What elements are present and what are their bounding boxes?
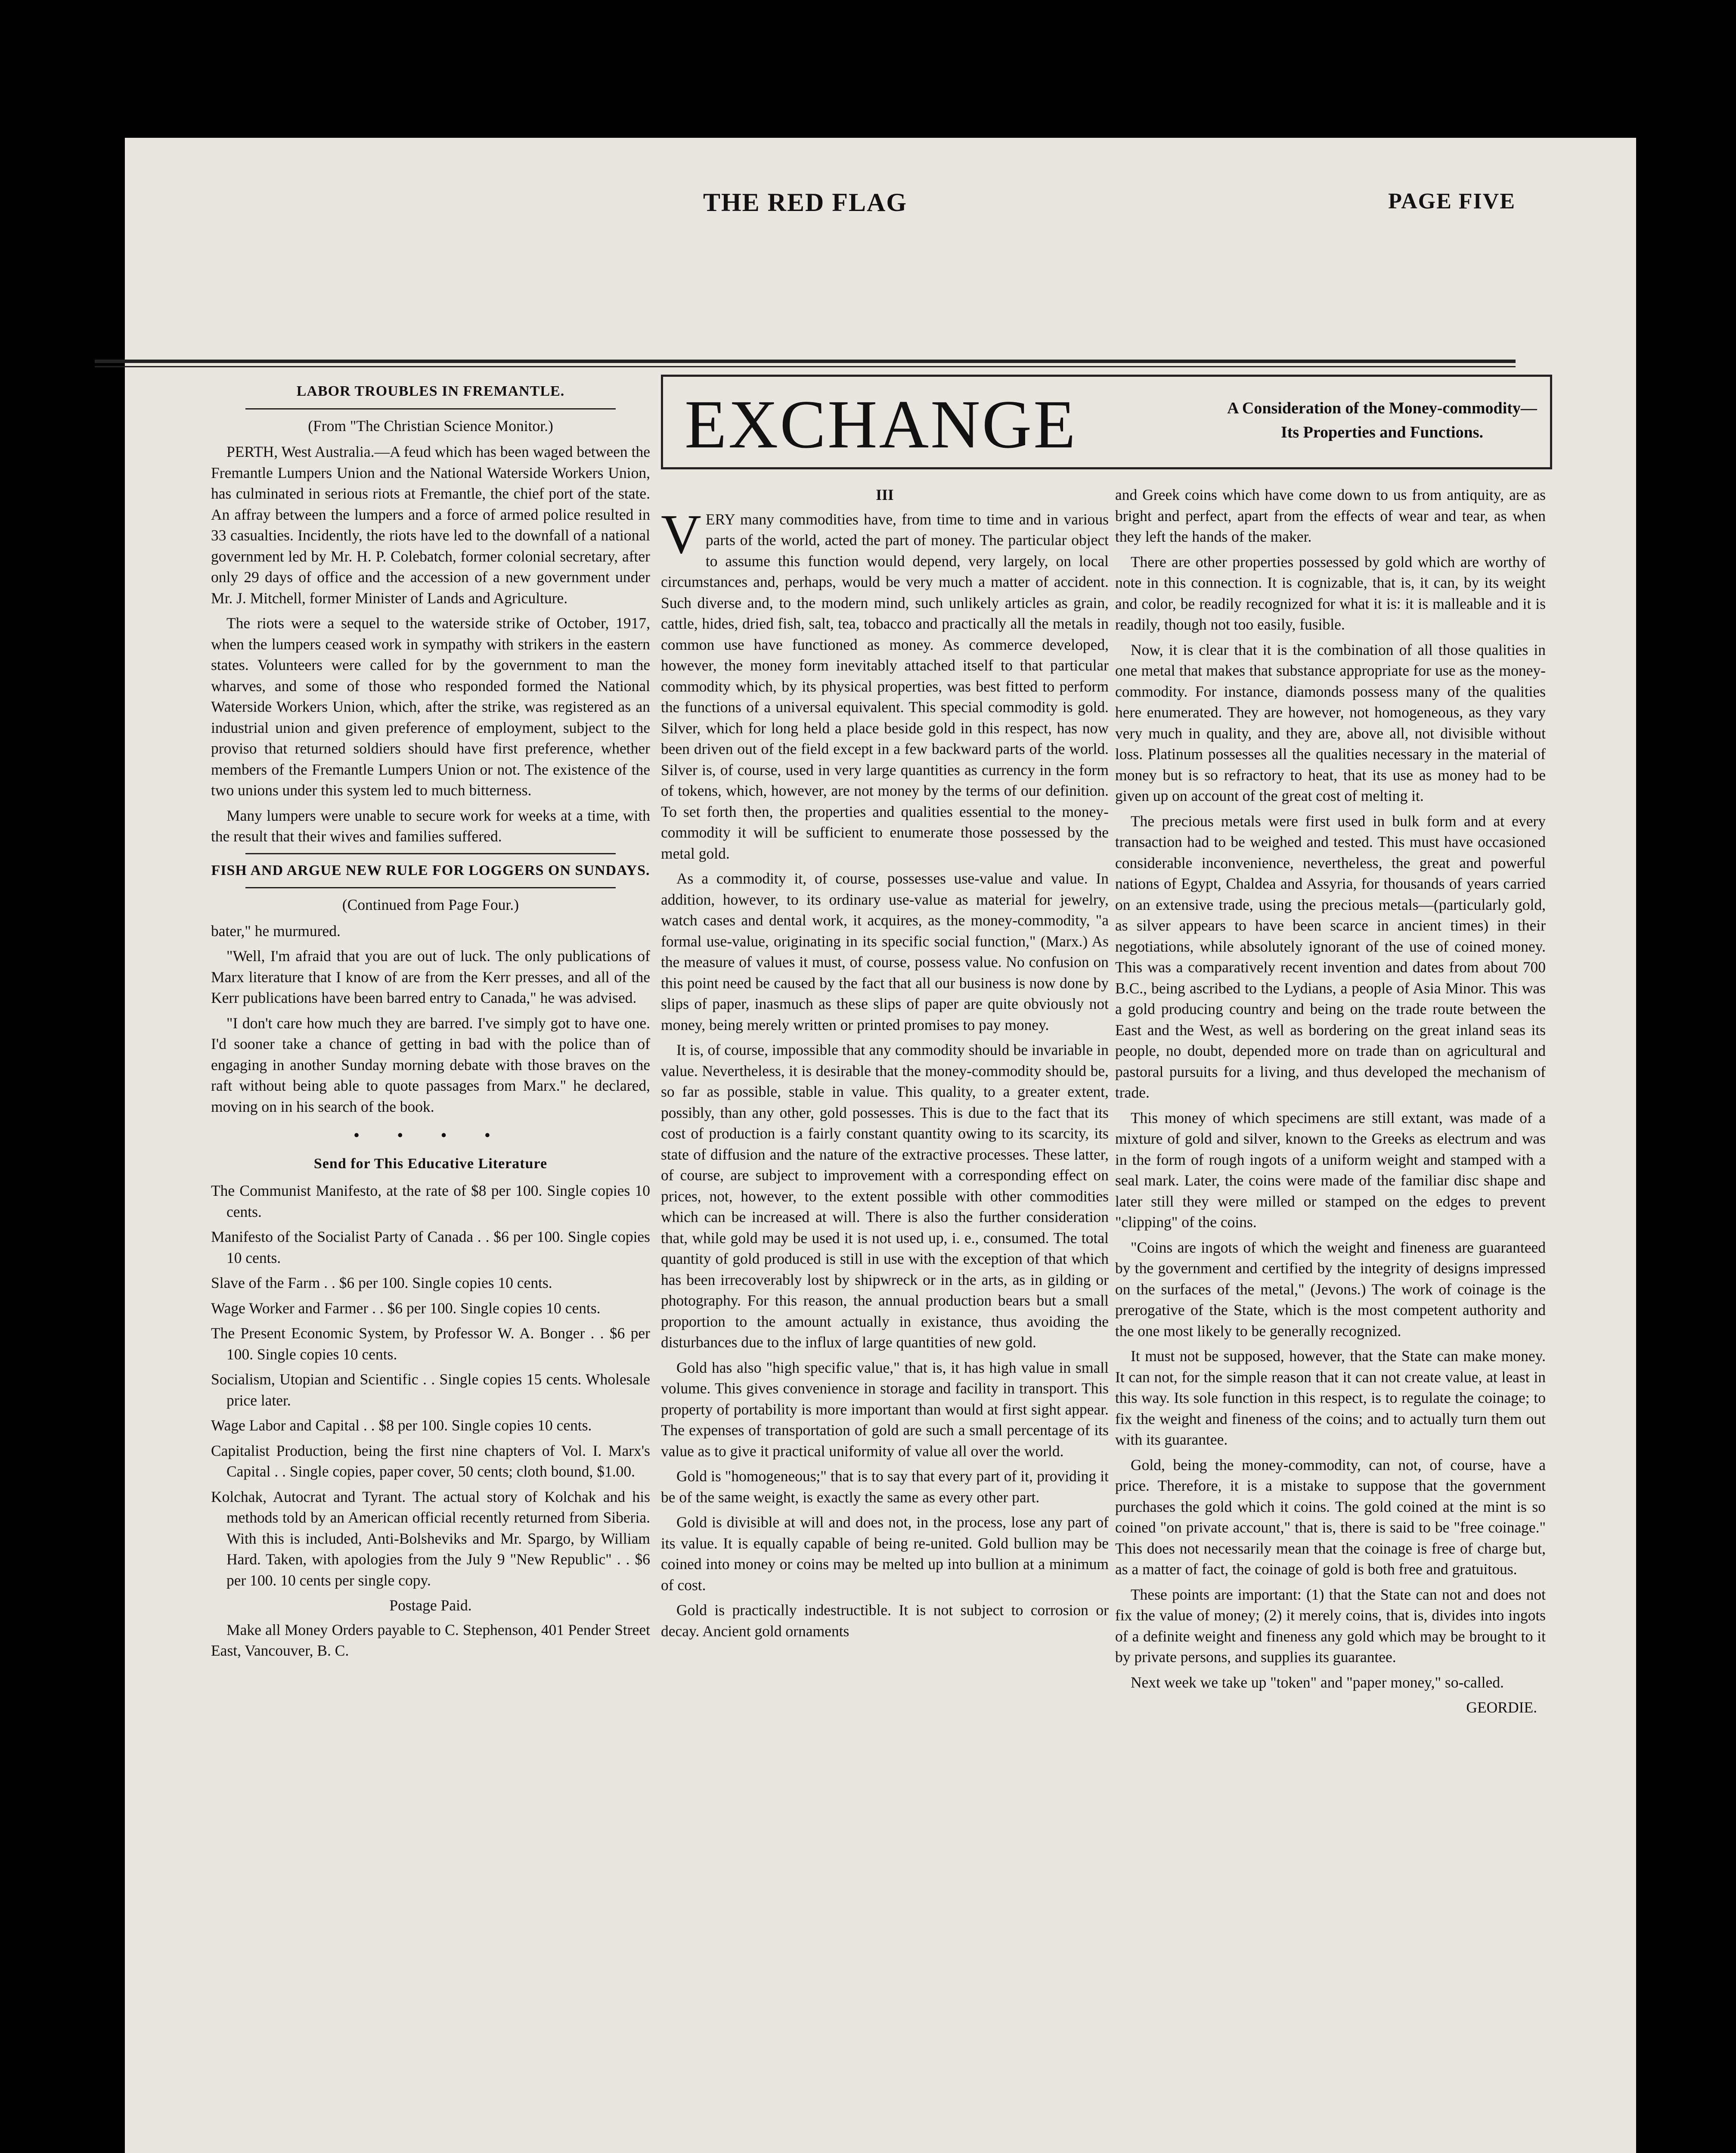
paragraph: The riots were a sequel to the waterside strike of October, 1917, when the lumpers ceased work in sympathy with strikers in the eastern states. Volunteers were called for by the government to man the wharves, and some of those who responded formed the National Waterside Workers Union, which, after the strike, was registered as an industrial union and given preference of employment, subject to the proviso that returned soldiers should have first preference, whether members of the Fremantle Lumpers Union or not. The existence of the two unions under this system led to much bitterness. bbox=[211, 614, 650, 799]
column-middle bbox=[661, 484, 1109, 1646]
list-item: The Communist Manifesto, at the rate of $8 per 100. Single copies 10 cents. bbox=[211, 1182, 650, 1220]
paragraph: The precious metals were first used in bulk form and at every transaction had to be weighed and tested. This must have occasioned considerable inconvenience, nevertheless, the great and powerful nations of Egypt, Chaldea and Assyria, for thousands of years carried on an extensive trade, using the precious metals—(particularly gold, as silver appears to have been scarce in ancient times) in their negotiations, while absolutely ignorant of the use of coined money. This was a comparatively recent invention and dates from about 700 B.C., being ascribed to the Lydians, a people of Asia Minor. This was a gold producing country and being on the trade route between the East and the West, as well as bordering on the great inland seas its people, no doubt, depended more on trade than on agricultural and pastoral pursuits for a living, and thus developed the mechanism of trade. bbox=[1115, 812, 1546, 1101]
paragraph: "Coins are ingots of which the weight and fineness are guaranteed by the government and certified by the integrity of designs impressed on the surfaces of the metal," (Jevons.) The work of coinage is the prerogative of the State, which is the most competent authority and the one most likely to be generally recognized. bbox=[1115, 1238, 1546, 1340]
paragraph: bater," he murmured. bbox=[211, 922, 341, 940]
article-part-number: III bbox=[876, 486, 894, 503]
paragraph bbox=[661, 503, 1109, 864]
money-orders-note: Make all Money Orders payable to C. Stephenson, 401 Pender Street East, Vancouver, B. C. bbox=[211, 1621, 650, 1659]
paragraph: Gold is "homogeneous;" that is to say that every part of it, providing it be of the same weight, is exactly the same as every other part. bbox=[661, 1467, 1109, 1506]
list-item: Socialism, Utopian and Scientific . . Single copies 15 cents. Wholesale price later. bbox=[211, 1371, 650, 1409]
paragraph: and Greek coins which have come down to us from antiquity, are as bright and perfect, apart from the effects of wear and tear, as when they left the hands of the maker. bbox=[1115, 486, 1546, 545]
exchange-subtitle: A Consideration of the Money-commodity—Its Properties and Functions. bbox=[1227, 399, 1537, 441]
column-right bbox=[1115, 484, 1546, 1718]
paragraph: There are other properties possessed by gold which are worthy of note in this connection. It is cognizable, that is, it can, by its weight and color, be readily recognized for what it is: it is malleable and it is readily, though not too easily, fusible. bbox=[1115, 553, 1546, 633]
list-item: Wage Labor and Capital . . $8 per 100. Single copies 10 cents. bbox=[211, 1417, 592, 1434]
article-source: (From "The Christian Science Monitor.) bbox=[308, 417, 553, 434]
paragraph: PERTH, West Australia.—A feud which has been waged between the Fremantle Lumpers Union and the National Waterside Workers Union, has culminated in serious riots at Fremantle, the chief port of the state. An affray between the lumpers and a force of armed police resulted in 33 casualties. Incidently, the riots have led to the downfall of a national government led by Mr. H. P. Colebatch, former colonial secretary, after only 29 days of office and the accession of a new government under Mr. J. Mitchell, former Minister of Lands and Agriculture. bbox=[211, 443, 650, 607]
masthead-title: THE RED FLAG bbox=[703, 188, 908, 217]
paragraph: This money of which specimens are still extant, was made of a mixture of gold and silver, known to the Greeks as electrum and was in the form of rough ingots of a uniform weight and stamped with a seal mark. Later, the coins were made of the familiar disc shape and later still they were milled or stamped on the edges to prevent "clipping" of the coins. bbox=[1115, 1109, 1546, 1231]
column-left bbox=[211, 377, 650, 1666]
list-item: Kolchak, Autocrat and Tyrant. The actual story of Kolchak and his methods told by an American official recently returned from Siberia. With this is included, Anti-Bolsheviks and Mr. Spargo, by William Hard. Taken, with apologies from the July 9 "New Republic" . . $6 per 100. 10 cents per single copy. bbox=[211, 1488, 650, 1589]
postage-note: Postage Paid. bbox=[389, 1597, 472, 1614]
paragraph: Now, it is clear that it is the combination of all those qualities in one metal that makes that substance appropriate for use as the money-commodity. For instance, diamonds possess many of the qualities here enumerated. They are however, not homogeneous, as they vary very much in quality, and they are, above all, not divisible without loss. Platinum possesses all the qualities necessary in the material of money but is so refractory to heat, that its use as money had to be given up on account of the great cost of melting it. bbox=[1115, 641, 1546, 804]
masthead-rule-thin bbox=[95, 366, 1516, 367]
paragraph: Gold is practically indestructible. It is not subject to corrosion or decay. Ancient gold ornaments bbox=[661, 1601, 1109, 1640]
article-heading-fremantle: LABOR TROUBLES IN FREMANTLE. bbox=[296, 383, 565, 399]
divider bbox=[245, 408, 616, 410]
literature-heading: Send for This Educative Literature bbox=[313, 1155, 548, 1172]
list-item: Manifesto of the Socialist Party of Canada . . $6 per 100. Single copies 10 cents. bbox=[211, 1228, 650, 1266]
first-paragraph-text: ERY many commodities have, from time to time and in various parts of the world, acted the part of money. The particular object to assume this function would depend, very largely, on local circumstances and, perhaps, would be very much a matter of accident. Such diverse and, to the modern mind, such unlikely articles as grain, cattle, hides, dried fish, salt, tea, tobacco and practically all the metals in common use have functioned as money. As commerce developed, however, the money form inevitably attached itself to that particular commodity which, by its physical properties, was best fitted to perform the functions of a universal equivalent. This special commodity is gold. Silver, which for long held a place beside gold in this respect, has now been driven out of the field except in a few backward parts of the world. Silver is, of course, used in very large quantities as currency in the form of tokens, which, however, are not money by the terms of our definition. To set forth then, the properties and qualities essential to the money-commodity it will be sufficient to enumerate those possessed by the metal gold. bbox=[661, 510, 1109, 862]
ornament-dots: • • • • bbox=[353, 1126, 508, 1144]
paragraph: It must not be supposed, however, that the State can make money. It can not, for the simple reason that it can not create value, at least in this way. Its sole function in this respect, is to regulate the coinage; to fix the weight and fineness of the coins; and to actually turn them out with its guarantee. bbox=[1115, 1347, 1546, 1448]
paragraph: Gold has also "high specific value," that is, it has high value in small volume. This gives convenience in storage and facility in transport. This property of portability is more important than would at first sight appear. The expenses of transportation of gold are such a small percentage of its value as to give it practical uniformity of value all over the world. bbox=[661, 1359, 1109, 1460]
list-item: Slave of the Farm . . $6 per 100. Single copies 10 cents. bbox=[211, 1274, 552, 1291]
masthead-rule bbox=[95, 360, 1516, 363]
page-number: PAGE FIVE bbox=[1388, 189, 1516, 214]
paragraph: Gold, being the money-commodity, can not, of course, have a price. Therefore, it is a mistake to suppose that the government purchases the gold which it coins. The gold coined at the mint is so coined "on private account," that is, there is said to be "free coinage." This does not necessarily mean that the coinage is free of charge but, as a matter of fact, the coinage of gold is both free and gratuitous. bbox=[1115, 1456, 1546, 1578]
paragraph: "Well, I'm afraid that you are out of luck. The only publications of Marx literature that I know of are from the Kerr presses, and all of the Kerr publications have been barred entry to Canada," he was advised. bbox=[211, 947, 650, 1006]
continued-note: (Continued from Page Four.) bbox=[342, 896, 519, 913]
paragraph: It is, of course, impossible that any commodity should be invariable in value. Nevertheless, it is desirable that the money-commodity should be, so far as possible, stable in value. This quality, to a greater extent, possibly, than any other, gold possesses. This is due to the fact that its cost of production is a fairly constant quantity owing to its scarcity, its state of diffusion and the nature of the extractive processes. These latter, of course, are subject to improvement with a corresponding effect on prices, not, however, to the extent possible with other commodities which can be increased at will. There is also the further consideration that, while gold may be used it is not used up, i. e., consumed. The total quantity of gold produced is still in use with the exception of that which has been irrecoverably lost by shipwreck or in the arts, as in gilding or photography. For this reason, the annual production bears but a small proportion to the amount actually in existance, thus avoiding the disturbances due to the influx of large quantities of new gold. bbox=[661, 1041, 1109, 1351]
list-item: The Present Economic System, by Professor W. A. Bonger . . $6 per 100. Single copies 10 cents. bbox=[211, 1325, 650, 1363]
drop-cap: V bbox=[661, 503, 701, 565]
divider bbox=[245, 887, 616, 888]
literature-list bbox=[211, 1180, 650, 1591]
list-item: Wage Worker and Farmer . . $6 per 100. Single copies 10 cents. bbox=[211, 1299, 601, 1317]
paragraph: Many lumpers were unable to secure work for weeks at a time, with the result that their wives and families suffered. bbox=[211, 807, 650, 845]
paragraph: As a commodity it, of course, possesses use-value and value. In addition, however, to its ordinary use-value as material for jewelry, watch cases and dental work, it acquires, as the money-commodity, "a formal use-value, originating in its specific social function," (Marx.) As the measure of values it must, of course, possess value. No confusion on this point need be caused by the fact that all our business is now done by slips of paper, inasmuch as these slips of paper are quite obviously not money, being merely written or printed promises to pay money. bbox=[661, 870, 1109, 1033]
paragraph: Next week we take up "token" and "paper money," so-called. bbox=[1131, 1673, 1504, 1691]
author-signature: GEORDIE. bbox=[1466, 1699, 1537, 1716]
divider bbox=[245, 853, 616, 854]
article-heading-loggers: FISH AND ARGUE NEW RULE FOR LOGGERS ON SUNDAYS. bbox=[211, 862, 650, 878]
paragraph: Gold is divisible at will and does not, in the process, lose any part of its value. It is equally capable of being re-united. Gold bullion may be coined into money or coins may be melted up into bullion at a minimum of cost. bbox=[661, 1514, 1109, 1594]
list-item: Capitalist Production, being the first nine chapters of Vol. I. Marx's Capital . . Single copies, paper cover, 50 cents; cloth bound, $1.00. bbox=[211, 1442, 650, 1480]
masthead bbox=[95, 185, 1516, 224]
paragraph: "I don't care how much they are barred. I've simply got to have one. I'd sooner take a chance of getting in bad with the police than of engaging in another Sunday morning debate with those braves on the raft without being able to quote passages from Marx." he declared, moving on in his search of the book. bbox=[211, 1014, 650, 1115]
exchange-title: EXCHANGE bbox=[685, 386, 1077, 462]
paragraph: These points are important: (1) that the State can not and does not fix the value of money; (2) it merely coins, that is, divides into ingots of a definite weight and fineness any gold which may be brought to it by private persons, and supplies its guarantee. bbox=[1115, 1585, 1546, 1666]
exchange-header-box bbox=[661, 375, 1552, 469]
